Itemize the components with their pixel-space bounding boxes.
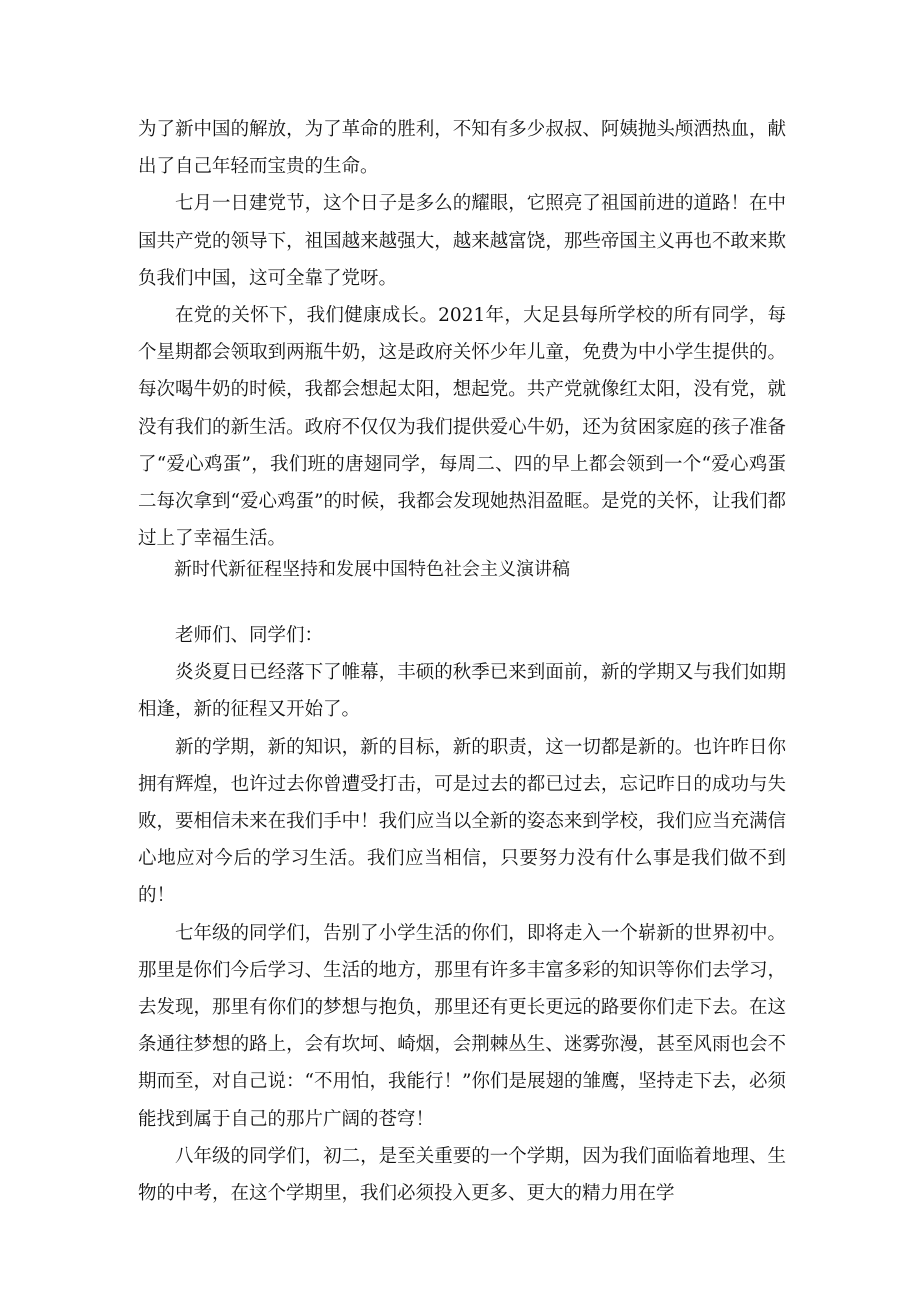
- paragraph: 在党的关怀下，我们健康成长。2021年，大足县每所学校的所有同学，每个星期都会领取到两瓶牛奶，这是政府关怀少年儿童，免费为中小学生提供的。每次喝牛奶的时候，我都会想起太阳，想起党。共产党就像红太阳，没有党，就没有我们的新生活。政府不仅仅为我们提供爱心牛奶，还为贫困家庭的孩子准备了“爱心鸡蛋”，我们班的唐翅同学，每周二、四的早上都会领到一个“爱心鸡蛋二每次拿到“爱心鸡蛋”的时候，我都会发现她热泪盈眶。是党的关怀，让我们都过上了幸福生活。: [138, 305, 786, 550]
- salutation: 老师们、同学们：: [175, 625, 324, 646]
- paragraph: 八年级的同学们，初二，是至关重要的一个学期，因为我们面临着地理、生物的中考，在这个学期里，我们必须投入更多、更大的精力用在学: [138, 1145, 786, 1205]
- paragraph: 七年级的同学们，告别了小学生活的你们，即将走入一个崭新的世界初中。那里是你们今后学习、生活的地方，那里有许多丰富多彩的知识等你们去学习，去发现，那里有你们的梦想与抱负，那里还有更长更远的路要你们走下去。在这条通往梦想的路上，会有坎坷、崎烟，会荆棘丛生、迷雾弥漫，甚至风雨也会不期而至，对自己说：“不用怕，我能行！”你们是展翅的雏鹰，坚持走下去，必须能找到属于自己的那片广阔的苍穹！: [138, 922, 786, 1130]
- paragraph: 为了新中国的解放，为了革命的胜利，不知有多少叔叔、阿姨抛头颅洒热血，献出了自己年轻而宝贵的生命。: [138, 119, 786, 178]
- paragraph: 七月一日建党节，这个日子是多么的耀眼，它照亮了祖国前进的道路！在中国共产党的领导下，祖国越来越强大，越来越富饶，那些帝国主义再也不敢来欺负我们中国，这可全靠了党呀。: [138, 193, 786, 289]
- paragraph: 新的学期，新的知识，新的目标，新的职责，这一切都是新的。也许昨日你拥有辉煌，也许过去你曾遭受打击，可是过去的都已过去，忘记昨日的成功与失败，要相信未来在我们手中！我们应当以全新的姿态来到学校，我们应当充满信心地应对今后的学习生活。我们应当相信，只要努力没有什么事是我们做不到的！: [138, 736, 786, 907]
- speech-body: [138, 617, 786, 1212]
- continuation-section: [138, 111, 786, 557]
- speech-title: 新时代新征程坚持和发展中国特色社会主义演讲稿: [174, 559, 570, 580]
- paragraph: 炎炎夏日已经落下了帷幕，丰硕的秋季已来到面前，新的学期又与我们如期相逢，新的征程又开始了。: [138, 662, 786, 721]
- speech-title-block: [138, 551, 786, 588]
